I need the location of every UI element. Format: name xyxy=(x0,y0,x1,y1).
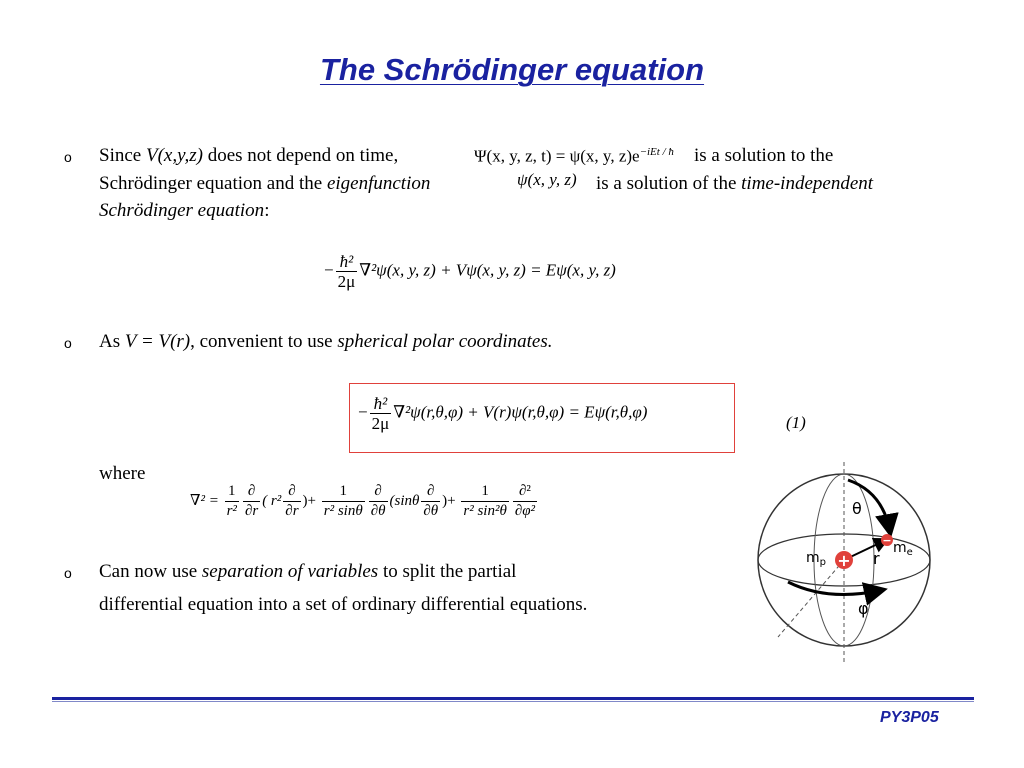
fraction xyxy=(225,482,239,521)
text: Schrödinger equation xyxy=(99,200,265,221)
course-code: PY3P05 xyxy=(880,709,939,726)
lhs: ∇² = xyxy=(190,492,219,509)
text: does not depend on time, xyxy=(202,145,399,166)
denominator: r² sin²θ xyxy=(463,503,507,519)
denominator: ∂r xyxy=(244,503,259,519)
bullet2-text xyxy=(99,328,553,355)
slide-title: The Schrödinger equation xyxy=(319,52,705,87)
text: time-independent xyxy=(741,173,874,194)
text: (sinθ xyxy=(389,492,420,509)
denominator: ∂θ xyxy=(370,503,386,519)
fraction xyxy=(336,252,358,291)
text: Can now use xyxy=(99,561,202,582)
numerator: ∂² xyxy=(513,482,537,502)
spherical-schrodinger-equation xyxy=(358,394,647,433)
fraction xyxy=(369,482,388,521)
text: ( r² xyxy=(262,492,282,509)
numerator: ∂ xyxy=(243,482,260,502)
text: )+ xyxy=(302,492,316,509)
text: spherical polar coordinates. xyxy=(337,331,553,352)
numerator: ∂ xyxy=(369,482,388,502)
equation-number: (1) xyxy=(786,413,806,432)
denominator: 2μ xyxy=(371,414,390,433)
text: As xyxy=(99,331,125,352)
equation-rest: ∇²ψ(x, y, z) + Vψ(x, y, z) = Eψ(x, y, z) xyxy=(359,260,616,280)
exponent: −iEt / ħ xyxy=(639,146,674,158)
proton-sign: + xyxy=(837,551,851,570)
fraction xyxy=(461,482,508,521)
time-independent-equation xyxy=(324,252,616,291)
time-dependent-solution xyxy=(474,146,674,167)
denominator: ∂r xyxy=(285,503,299,519)
bullet-marker: o xyxy=(64,149,72,165)
denominator: ∂θ xyxy=(423,503,439,519)
r-label: r xyxy=(873,549,880,568)
bullet1-line2-end xyxy=(596,170,873,197)
fraction xyxy=(243,482,260,521)
numerator: 1 xyxy=(225,482,239,502)
text: : xyxy=(264,200,270,221)
fraction xyxy=(322,482,365,521)
footer-divider-thin xyxy=(52,701,974,702)
bullet-marker: o xyxy=(64,565,72,581)
bullet1-line1-end: is a solution to the xyxy=(694,145,834,166)
numerator: ∂ xyxy=(421,482,440,502)
fraction xyxy=(513,482,537,521)
text: eigenfunction xyxy=(326,173,431,194)
eigenfunction-psi: ψ(x, y, z) xyxy=(517,170,577,189)
laplacian-definition xyxy=(190,482,539,521)
fraction xyxy=(370,394,392,433)
bullet1-line3 xyxy=(99,197,269,224)
electron-sign: − xyxy=(882,534,892,547)
bullet3-line1 xyxy=(99,558,516,585)
footer-divider xyxy=(52,697,974,700)
text: , convenient to use xyxy=(190,331,338,352)
denominator: ∂φ² xyxy=(514,503,536,519)
text: to split the partial xyxy=(378,561,517,582)
minus-sign: − xyxy=(358,402,368,422)
text: Since xyxy=(99,145,146,166)
x-axis xyxy=(778,560,844,637)
fraction xyxy=(421,482,440,521)
equation-text: Ψ(x, y, z, t) = ψ(x, y, z)e xyxy=(474,146,640,166)
bullet-marker: o xyxy=(64,335,72,351)
where-label: where xyxy=(99,463,146,484)
text: separation of variables xyxy=(201,561,379,582)
me-label: $m_e$ xyxy=(893,540,913,558)
text: )+ xyxy=(442,492,456,509)
numerator: 1 xyxy=(461,482,508,502)
denominator: r² sinθ xyxy=(323,503,363,519)
bullet1-line2 xyxy=(99,170,430,197)
denominator: r² xyxy=(226,503,237,519)
phi-label: φ xyxy=(858,599,869,618)
text: Schrödinger equation and the xyxy=(99,173,327,194)
fraction xyxy=(283,482,300,521)
numerator: ħ² xyxy=(336,252,358,272)
bullet1-line1 xyxy=(99,142,398,169)
minus-sign: − xyxy=(324,260,334,280)
theta-label: θ xyxy=(852,499,862,518)
numerator: 1 xyxy=(322,482,365,502)
text: is a solution of the xyxy=(596,173,742,194)
phi-arc xyxy=(788,582,882,595)
equation-rest: ∇²ψ(r,θ,φ) + V(r)ψ(r,θ,φ) = Eψ(r,θ,φ) xyxy=(393,402,648,422)
numerator: ∂ xyxy=(283,482,300,502)
mp-label: $m_p$ xyxy=(806,550,826,568)
numerator: ħ² xyxy=(370,394,392,414)
text: V = V(r) xyxy=(124,331,191,352)
text: V(x,y,z) xyxy=(145,145,203,166)
denominator: 2μ xyxy=(337,272,356,291)
spherical-coordinates-diagram xyxy=(748,462,948,662)
bullet3-line2: differential equation into a set of ordinary differential equations. xyxy=(99,594,588,615)
